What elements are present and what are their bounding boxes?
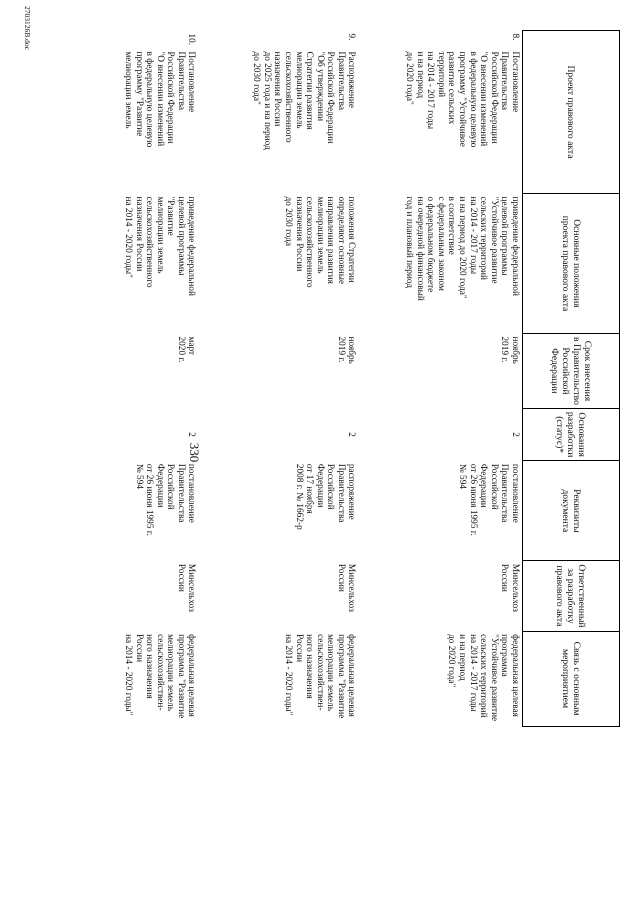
file-name-footer: 2703126B.doc (23, 6, 32, 50)
table-header-row (523, 31, 620, 727)
cell-deadline: ноябрь 2019 г. (335, 336, 357, 364)
cell-link: федеральная целевая программа "Устойчивое развитие сельских территорий на 2014 - 2017 годы и на период до 2020 года" (446, 634, 520, 722)
header-responsible: Ответственный за разработку правового акта (523, 561, 620, 631)
cell-link: федеральная целевая программа "Развитие мелиорации земель сельскохозяйствен- ного назначения России на 2014 - 2020 годы" (122, 634, 197, 719)
header-details: Реквизиты документа (523, 461, 620, 561)
cell-project: Распоряжение Правительства Российской Федерации "Об утверждении Стратегии развития мелиорации земель сельскохозяйственного назначения России до 2025 года и на период до 2030 года" (251, 51, 357, 150)
cell-provisions: приведение федеральной целевой программы "Развитие мелиорации земель сельскохозяйственного назначения России на 2014 - 2020 годы" (122, 196, 197, 296)
cell-deadline: ноябрь 2019 г. (499, 336, 520, 364)
cell-deadline: март 2020 г. (175, 336, 197, 363)
cell-project: Постановление Правительства Российской Федерации "О внесении изменений в федеральную целевую программу "Устойчивое развитие сельских территорий на 2014 - 2017 годы и на период до 2020 года" (404, 51, 520, 148)
cell-basis: 2 (510, 432, 520, 437)
header-link: Связь с основным мероприятием (523, 631, 620, 726)
header-deadline: Срок внесения в Правительство Российской Федерации (523, 334, 620, 409)
table-row (359, 31, 523, 727)
cell-details: распоряжение Правительства Российской Федерации от 17 ноября 2008 г. № 1662-р (293, 463, 357, 530)
header-basis: Основания разработки (статус)* (523, 408, 620, 460)
cell-responsible: Минсельхоз России (335, 563, 357, 612)
row-number: 9. (346, 33, 357, 41)
cell-link: федеральная целевая программа "Развитие мелиорации земель сельскохозяйствен- ного назначения России на 2014 - 2020 годы" (282, 634, 357, 719)
row-number: 8. (510, 33, 520, 41)
cell-details: постановление Правительства Российской Федерации от 26 июня 1995 г. № 594 (133, 463, 197, 536)
header-provisions: Основные положения проекта правового акта (523, 194, 620, 334)
cell-basis: 2 (346, 432, 357, 437)
table-row (199, 31, 359, 727)
page-number: 330 (187, 442, 202, 463)
cell-provisions: приведение федеральной целевой программы "Устойчивое развитие сельских территорий на 2014 - 2017 годы и на период до 2020 года" в соответствие с федеральным законом о федеральном бюджете на очередной финансовый год и плановый период (404, 196, 520, 301)
cell-responsible: Минсельхоз России (175, 563, 197, 612)
header-project: Проект правового акта (523, 31, 620, 194)
legal-acts-table (103, 30, 621, 727)
cell-details: постановление Правительства Российской Федерации от 26 июня 1995 г. № 594 (457, 463, 520, 536)
cell-basis: 2 (186, 432, 197, 437)
cell-responsible: Минсельхоз России (499, 563, 520, 612)
row-number: 10. (186, 33, 197, 46)
table-row (103, 31, 199, 727)
cell-provisions: положения Стратегии определяют основные направления развития мелиорации земель сельскохозяйственного назначения России до 2030 года (282, 196, 357, 288)
cell-project: Постановление Правительства Российской Федерации "О внесении изменений в федеральную целевую программу "Развитие мелиорации земель (122, 51, 197, 148)
